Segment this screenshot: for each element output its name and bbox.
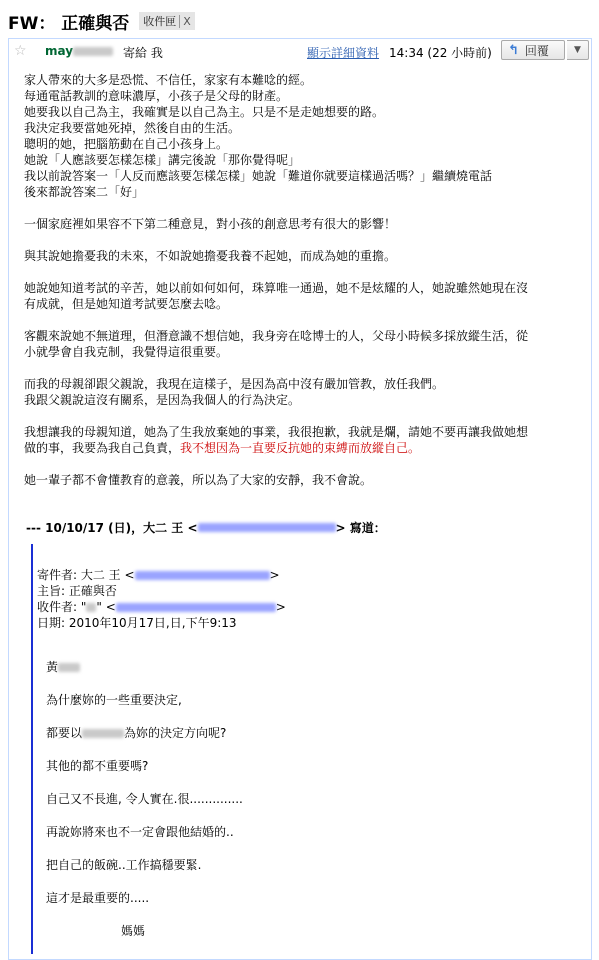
quoted-from (37, 567, 286, 583)
quoted-line (46, 659, 243, 675)
body-paragraph: 她說她知道考試的辛苦，她以前如何如何，珠算唯一通過，她不是炫耀的人，她說雖然她現在沒 有成就，但是她知道考試要怎麼去唸。 (24, 281, 529, 311)
message-body (24, 72, 584, 504)
quoted-subject: 主旨: 正確與否 (37, 584, 117, 598)
redacted-name (58, 663, 80, 672)
redacted-name (82, 729, 124, 738)
inbox-label-chip[interactable] (139, 12, 195, 30)
quoted-line: 其他的都不重要嗎? (46, 759, 149, 773)
quote-bar (31, 544, 33, 954)
body-paragraph (24, 424, 584, 456)
label-name[interactable]: 收件匣 (143, 15, 177, 28)
show-details-link[interactable]: 顯示詳細資料 (307, 46, 380, 60)
reply-arrow-icon: ↰ (508, 42, 519, 58)
body-text: 我想讓我的母親知道，她為了生我放棄她的事業，我很抱歉，我就是爛，請她不要再讓我做她想 做的事，我要為我自己負責， (24, 425, 529, 455)
quoted-signature: 媽媽 (121, 924, 146, 938)
quoted-text: 為妳的決定方向呢? (124, 726, 227, 740)
body-paragraph: 她一輩子都不會懂教育的意義，所以為了大家的安靜，我不會說。 (24, 473, 373, 487)
quoted-from-suffix: > (269, 568, 280, 582)
body-paragraph: 客觀來說她不無道理，但潛意識不想信她，我身旁在唸博士的人，父母小時候多採放縱生活，從 小就學會自我克制，我覺得這很重要。 (24, 329, 529, 359)
more-actions-dropdown[interactable]: ▼ (567, 40, 589, 60)
quoted-line: 為什麼妳的一些重要決定, (46, 693, 182, 707)
message-time: 14:34 (22 小時前) (389, 46, 492, 60)
quoted-text: 都要以 (46, 726, 83, 740)
quoted-body (46, 659, 243, 956)
redacted-to-email[interactable] (116, 603, 276, 612)
quoted-line: 自己又不長進, 令人實在.很.............. (46, 792, 243, 806)
body-paragraph: 與其說她擔憂我的未來，不如說她擔憂我養不起她，而成為她的重擔。 (24, 249, 397, 263)
redacted-email-link[interactable] (198, 523, 336, 532)
reply-label: 回覆 (524, 43, 549, 58)
quoted-to-prefix: 收件者: " (37, 600, 87, 614)
body-paragraph: 一個家庭裡如果容不下第二種意見，對小孩的創意思考有很大的影響！ (24, 217, 397, 231)
reply-button[interactable] (501, 40, 565, 60)
subject-row (8, 8, 591, 34)
quoted-header (37, 567, 286, 631)
highlighted-text: 我不想因為一直要反抗她的束縛而放縱自己。 (180, 441, 421, 455)
quoted-line: 再說妳將來也不一定會跟他結婚的.. (46, 825, 234, 839)
quoted-from-prefix: 寄件者: 大二 王 < (37, 568, 135, 582)
star-icon[interactable]: ☆ (14, 43, 27, 59)
sender-name-text: may (45, 44, 74, 58)
body-paragraph: 家人帶來的大多是恐慌、不信任，家家有本難唸的經。 每通電話教訓的意味濃厚，小孩子是父母的財產。 她要我以自己為主，我確實是以自己為主。只是不是走她想要的路。 我決定我要當她死掉，然後自由的生活。 聰明的她，把腦筋動在自己小孩身上。 她說「人應該要怎樣怎樣」講完後說「那你覺得呢」 我以前說答案一「人反而應該要怎樣怎樣」她說「難道你就要這樣過活嗎？」繼續燒電話 後來都說答案二「好」 (24, 73, 493, 199)
attribution-suffix: > 寫道： (335, 521, 386, 535)
sender-name[interactable] (45, 44, 113, 58)
quoted-line: 把自己的飯碗..工作搞穩要緊. (46, 858, 202, 872)
quoted-line: 這才是最重要的..... (46, 891, 150, 905)
message-card (8, 38, 592, 960)
quote-attribution (26, 519, 386, 536)
quoted-greeting: 黃 (46, 660, 59, 674)
redacted-to-name (86, 603, 96, 612)
redacted-from-email[interactable] (135, 571, 270, 580)
message-header (9, 39, 591, 65)
remove-label-button[interactable]: X (179, 15, 191, 28)
quoted-to-mid: " < (96, 600, 116, 614)
quoted-to-suffix: > (275, 600, 286, 614)
quoted-date: 日期: 2010年10月17日,日,下午9:13 (37, 616, 237, 630)
email-subject: FW： 正確與否 (8, 13, 130, 34)
body-paragraph: 而我的母親卻跟父親說，我現在這樣子，是因為高中沒有嚴加管教，放任我們。 我跟父親說這沒有關系，是因為我個人的行為決定。 (24, 377, 445, 407)
recipient-text: 寄給 我 (123, 46, 163, 60)
attribution-prefix: --- 10/10/17 (日)，大二 王 < (26, 521, 198, 535)
redacted-sender (73, 47, 113, 56)
quoted-line (46, 725, 243, 741)
quoted-to (37, 599, 286, 615)
